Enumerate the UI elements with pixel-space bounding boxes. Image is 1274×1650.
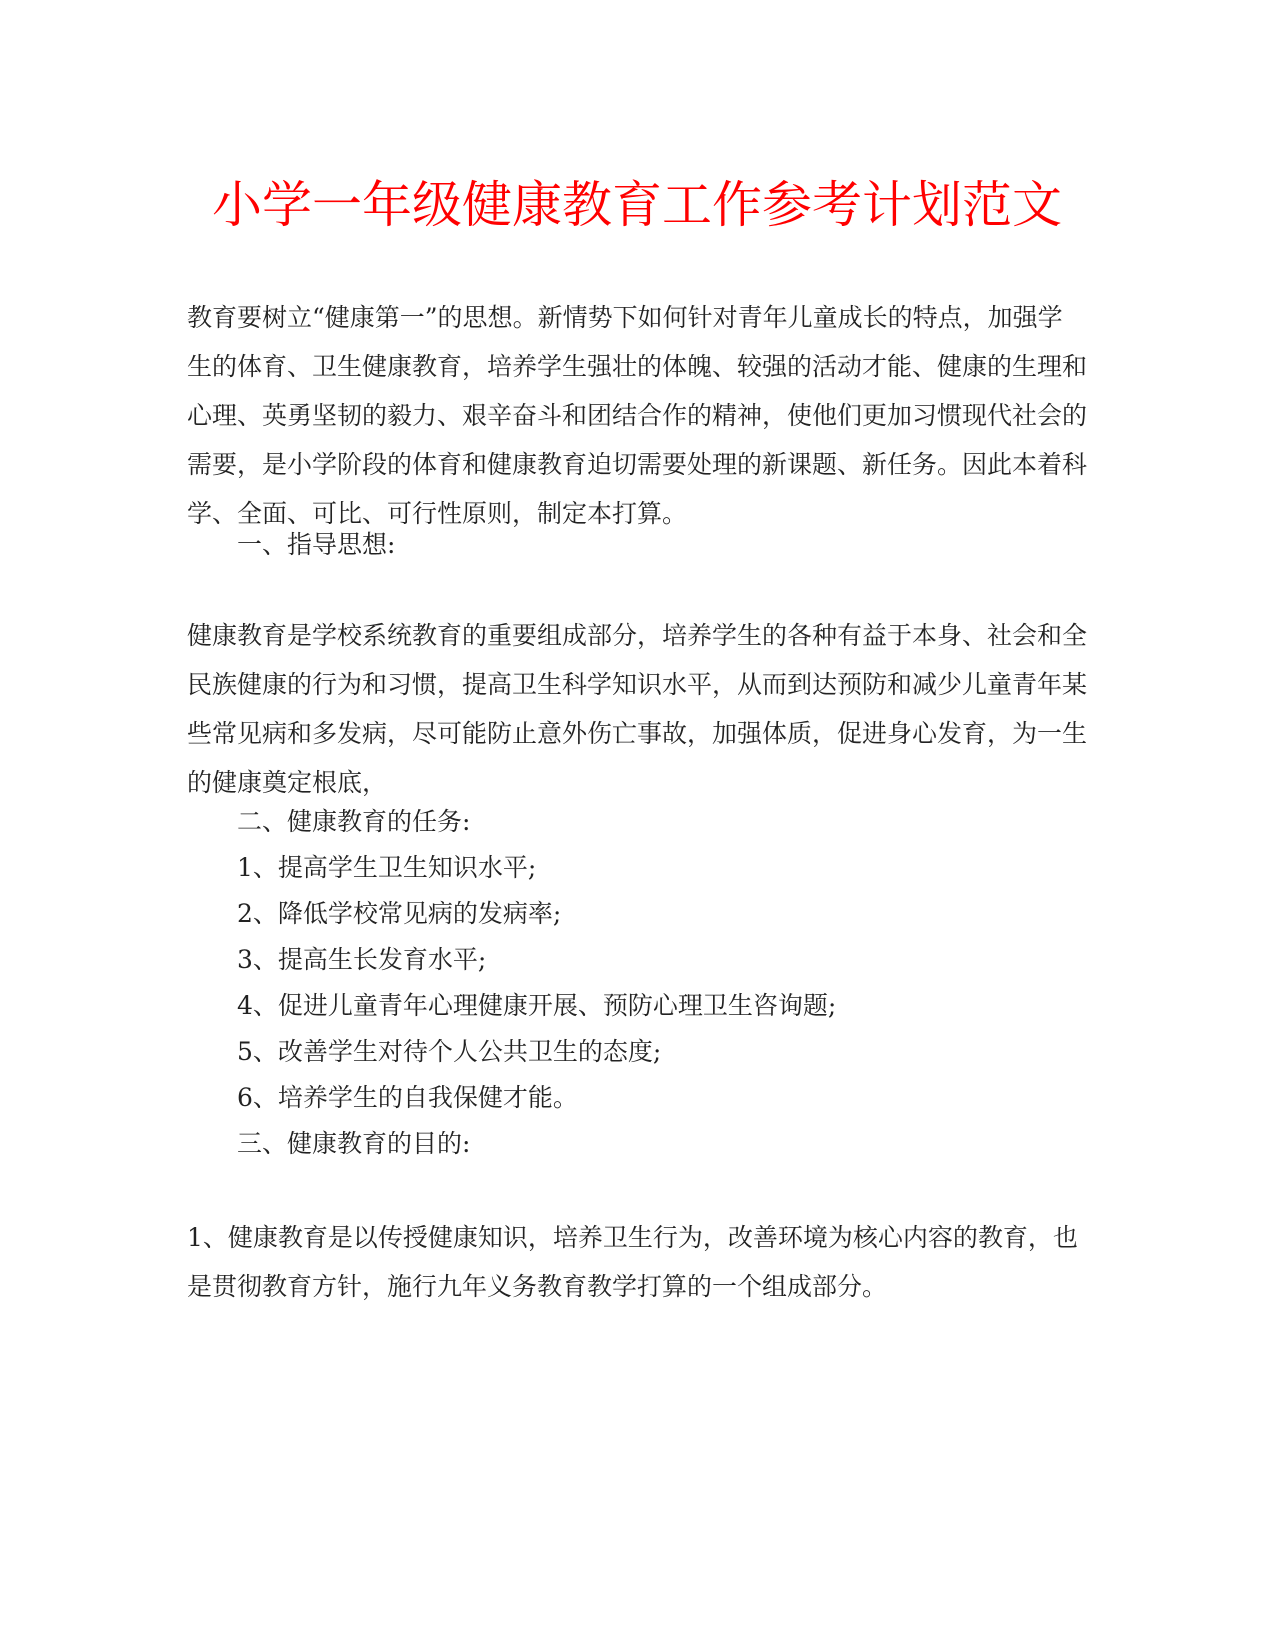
task-item: 6、培养学生的自我保健才能。 [237, 1083, 578, 1112]
section-heading-tasks: 二、健康教育的任务: [237, 807, 471, 836]
guiding-thought-paragraph: 健康教育是学校系统教育的重要组成部分，培养学生的各种有益于本身、社会和全民族健康的行为和习惯，提高卫生科学知识水平，从而到达预防和减少儿童青年某些常见病和多发病，尽可能防止意外伤亡事故，加强体质，促进身心发育，为一生的健康奠定根底， [187, 621, 1088, 797]
task-item: 2、降低学校常见病的发病率; [237, 899, 562, 928]
intro-paragraph: 教育要树立“健康第一”的思想。新情势下如何针对青年儿童成长的特点，加强学生的体育、卫生健康教育，培养学生强壮的体魄、较强的活动才能、健康的生理和心理、英勇坚韧的毅力、艰辛奋斗和团结合作的精神，使他们更加习惯现代社会的需要，是小学阶段的体育和健康教育迫切需要处理的新课题、新任务。因此本着科学、全面、可比、可行性原则，制定本打算。 [187, 303, 1088, 528]
task-item: 3、提高生长发育水平; [237, 945, 487, 974]
document-title: 小学一年级健康教育工作参考计划范文 [212, 176, 1062, 234]
task-item: 1、提高学生卫生知识水平; [237, 853, 537, 882]
task-item: 4、促进儿童青年心理健康开展、预防心理卫生咨询题; [237, 991, 837, 1020]
purpose-paragraph: 1、健康教育是以传授健康知识，培养卫生行为，改善环境为核心内容的教育，也是贯彻教育方针，施行九年义务教育教学打算的一个组成部分。 [187, 1223, 1078, 1301]
section-heading-guiding-thought: 一、指导思想: [237, 530, 396, 559]
section-heading-purpose: 三、健康教育的目的: [237, 1129, 471, 1158]
task-item: 5、改善学生对待个人公共卫生的态度; [237, 1037, 662, 1066]
